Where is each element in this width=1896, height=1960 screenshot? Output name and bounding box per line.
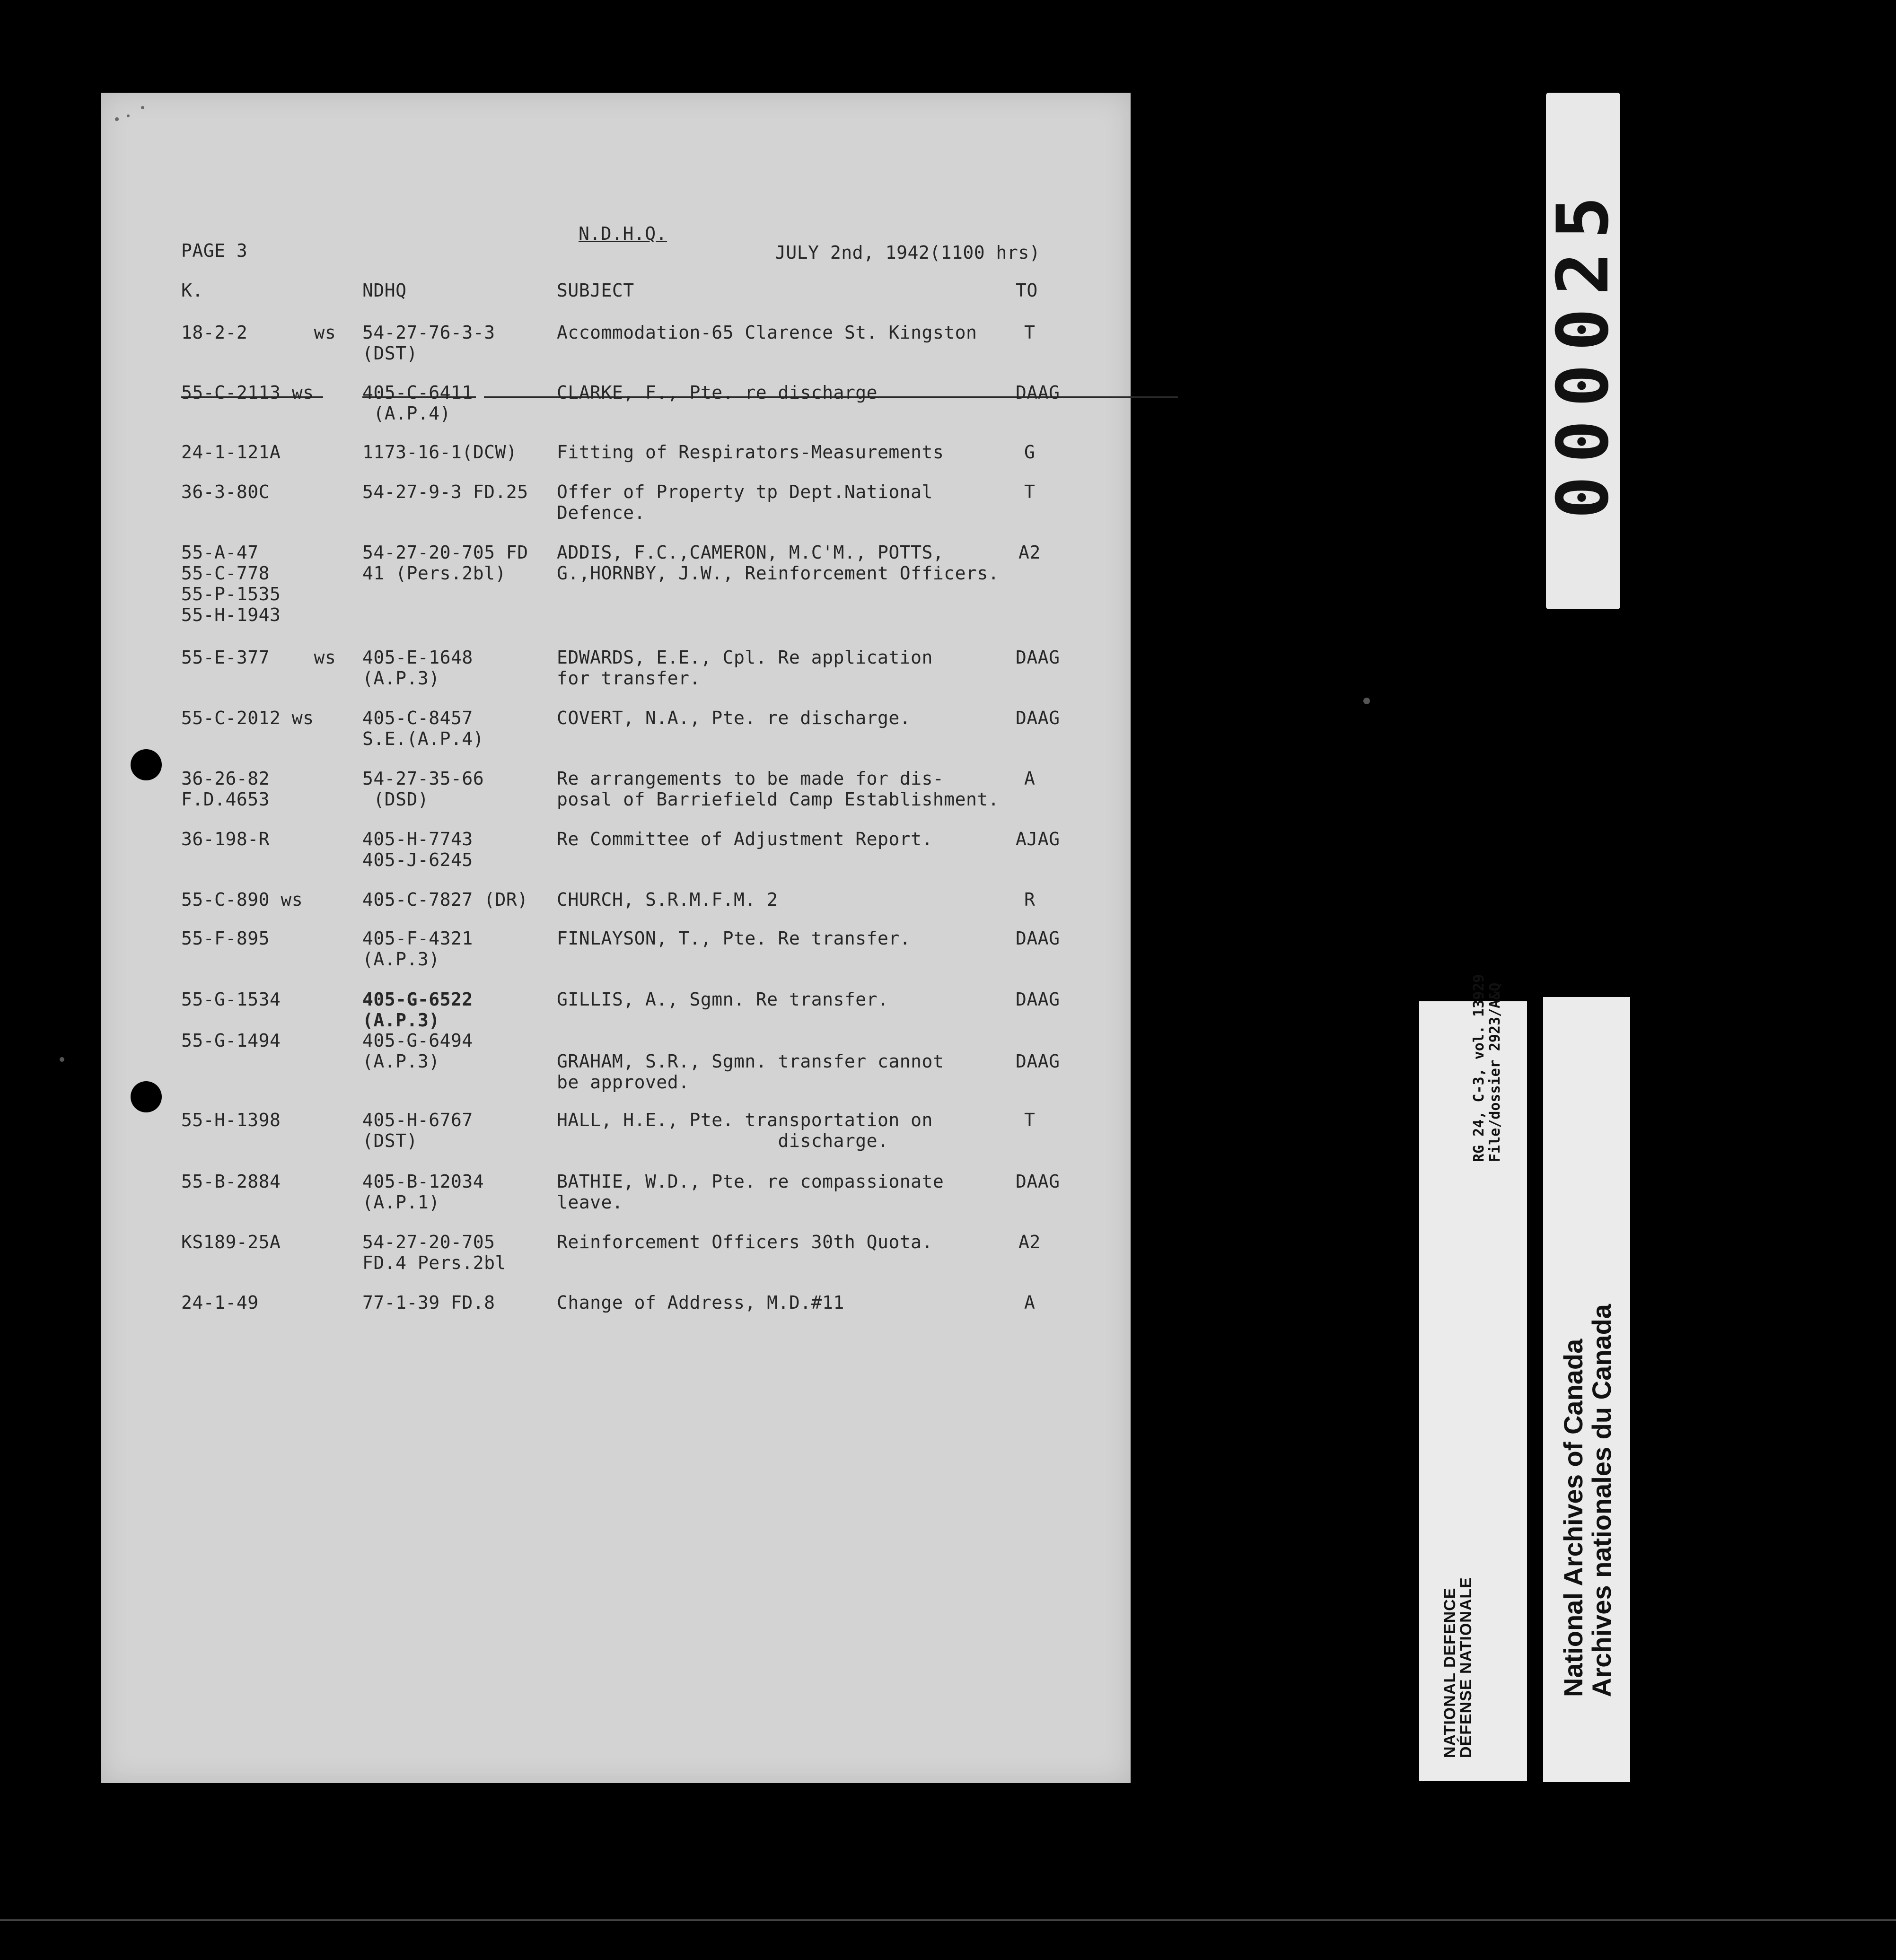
cell-subject: FINLAYSON, T., Pte. Re transfer. [557, 928, 911, 949]
page-number: PAGE 3 [181, 240, 248, 261]
cell-k: 55-C-2012 ws [181, 708, 314, 728]
speck [1363, 698, 1370, 704]
cell-to: R [1024, 889, 1036, 910]
cell-k: 24-1-121A [181, 442, 281, 463]
cell-to: DAAG [1016, 1171, 1060, 1192]
cell-to: DAAG [1016, 928, 1060, 949]
cell-subject: COVERT, N.A., Pte. re discharge. [557, 708, 911, 728]
cell-k: 36-26-82 F.D.4653 [181, 768, 270, 810]
cell-to: A [1024, 1292, 1036, 1313]
punch-hole [131, 1081, 162, 1112]
cell-k: 55-A-47 55-C-778 55-P-1535 55-H-1943 [181, 542, 281, 625]
cell-k: 36-3-80C [181, 481, 270, 502]
cell-ndhq: 405-G-6494 (A.P.3) [362, 1030, 473, 1072]
cell-ndhq: 1173-16-1(DCW) [362, 442, 518, 463]
column-header-k: K. [181, 280, 203, 301]
cell-k: 55-H-1398 [181, 1110, 281, 1130]
cell-ndhq: 405-F-4321 (A.P.3) [362, 928, 473, 970]
cell-to: T [1024, 322, 1036, 343]
department-text: NATIONAL DEFENCE DÉFENSE NATIONALE [1441, 1577, 1475, 1758]
cell-ndhq: 405-E-1648 (A.P.3) [362, 647, 473, 689]
cell-subject: BATHIE, W.D., Pte. re compassionate leave. [557, 1171, 944, 1213]
column-header-to: TO [1016, 280, 1038, 301]
cell-to: A2 [1018, 1232, 1041, 1252]
cell-to: A2 [1018, 542, 1041, 563]
cell-k: 55-C-2113 ws [181, 382, 314, 403]
speck [141, 106, 144, 109]
national-archives-label [1543, 997, 1630, 1782]
cell-subject: GRAHAM, S.R., Sgmn. transfer cannot be approved. [557, 1051, 944, 1093]
org-heading: N.D.H.Q. [579, 223, 667, 244]
cell-subject: Change of Address, M.D.#11 [557, 1292, 844, 1313]
cell-subject: Reinforcement Officers 30th Quota. [557, 1232, 933, 1252]
cell-k: 55-G-1534 [181, 989, 281, 1010]
cell-k: 55-B-2884 [181, 1171, 281, 1192]
cell-ndhq: 405-H-6767 (DST) [362, 1110, 473, 1151]
cell-ndhq: 405-G-6522 (A.P.3) [362, 989, 473, 1031]
cell-ndhq: 54-27-20-705 FD 41 (Pers.2bl) [362, 542, 528, 584]
archive-reference-label [1419, 974, 1527, 1781]
cell-to: T [1024, 1110, 1036, 1130]
cell-k: 24-1-49 [181, 1292, 259, 1313]
cell-to: DAAG [1016, 989, 1060, 1010]
cell-to: T [1024, 481, 1036, 502]
cell-ndhq: 405-C-6411 (A.P.4) [362, 382, 473, 424]
column-header-subject: SUBJECT [557, 280, 634, 301]
date-heading: JULY 2nd, 1942(1100 hrs) [775, 242, 1041, 263]
speck [60, 1057, 64, 1062]
reference-text: RG 24, C-3, vol. 13929 File/dossier 2923/A&Q [1471, 974, 1503, 1162]
cell-subject: HALL, H.E., Pte. transportation on discharge. [557, 1110, 933, 1151]
cell-ndhq: 405-C-7827 (DR) [362, 889, 528, 910]
speck [115, 117, 119, 121]
document-page [101, 93, 1131, 1783]
cell-ndhq: 54-27-9-3 FD.25 [362, 481, 528, 502]
frame-counter [1542, 93, 1624, 609]
column-header-ndhq: NDHQ [362, 280, 407, 301]
cell-subject: ADDIS, F.C.,CAMERON, M.C'M., POTTS, G.,HORNBY, J.W., Reinforcement Officers. [557, 542, 1000, 584]
cell-k: 36-198-R [181, 829, 270, 849]
cell-to: DAAG [1016, 1051, 1060, 1072]
cell-subject: GILLIS, A., Sgmn. Re transfer. [557, 989, 889, 1010]
cell-subject: CLARKE, F., Pte. re discharge [557, 382, 878, 403]
cell-subject: Accommodation-65 Clarence St. Kingston [557, 322, 977, 343]
cell-subject: Re Committee of Adjustment Report. [557, 829, 933, 849]
cell-subject: CHURCH, S.R.M.F.M. 2 [557, 889, 778, 910]
cell-to: A [1024, 768, 1036, 789]
cell-k: KS189-25A [181, 1232, 281, 1252]
cell-ndhq: 54-27-35-66 (DSD) [362, 768, 484, 810]
cell-to: AJAG [1016, 829, 1060, 849]
cell-subject: Fitting of Respirators-Measurements [557, 442, 944, 463]
cell-ndhq: 405-C-8457 S.E.(A.P.4) [362, 708, 484, 749]
cell-subject: Re arrangements to be made for dis- posal of Barriefield Camp Establishment. [557, 768, 1000, 810]
frame-counter-number: 000025 [1542, 183, 1624, 519]
cell-k: 18-2-2 ws [181, 322, 336, 343]
cell-ndhq: 54-27-20-705 FD.4 Pers.2bl [362, 1232, 506, 1273]
cell-ndhq: 54-27-76-3-3 (DST) [362, 322, 495, 364]
cell-to: G [1024, 442, 1036, 463]
cell-ndhq: 77-1-39 FD.8 [362, 1292, 495, 1313]
cell-k: 55-E-377 ws [181, 647, 336, 668]
speck [127, 114, 130, 117]
cell-to: DAAG [1016, 382, 1060, 403]
punch-hole [131, 749, 162, 780]
cell-ndhq: 405-H-7743 405-J-6245 [362, 829, 473, 870]
cell-k: 55-G-1494 [181, 1030, 281, 1051]
divider [0, 1919, 1896, 1921]
national-archives-text: National Archives of Canada Archives nationales du Canada [1558, 1304, 1616, 1697]
cell-subject: Offer of Property tp Dept.National Defence. [557, 481, 933, 523]
cell-subject: EDWARDS, E.E., Cpl. Re application for transfer. [557, 647, 933, 689]
cell-k: 55-F-895 [181, 928, 270, 949]
cell-to: DAAG [1016, 708, 1060, 728]
cell-to: DAAG [1016, 647, 1060, 668]
cell-ndhq: 405-B-12034 (A.P.1) [362, 1171, 484, 1213]
cell-k: 55-C-890 ws [181, 889, 303, 910]
